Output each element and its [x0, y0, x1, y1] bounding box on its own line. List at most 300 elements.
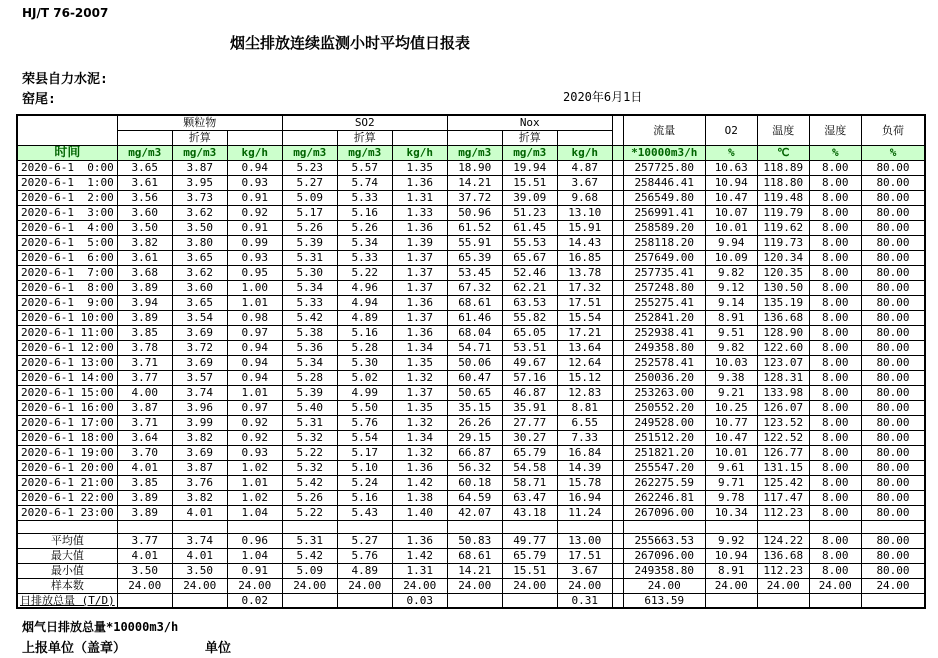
- value-cell: 8.00: [809, 265, 861, 280]
- value-cell: 1.31: [392, 563, 447, 578]
- value-cell: 24.00: [117, 578, 172, 593]
- value-cell: 613.59: [623, 593, 705, 608]
- value-cell: 80.00: [861, 445, 925, 460]
- value-cell: 3.85: [117, 475, 172, 490]
- hourly-data-row: [17, 295, 925, 310]
- value-cell: 5.42: [282, 475, 337, 490]
- value-cell: 250552.20: [623, 400, 705, 415]
- value-cell: 119.79: [757, 205, 809, 220]
- value-cell: 29.15: [447, 430, 502, 445]
- value-cell: 5.39: [282, 385, 337, 400]
- value-cell: 60.47: [447, 370, 502, 385]
- value-cell: [227, 520, 282, 533]
- value-cell: 3.96: [172, 400, 227, 415]
- value-cell: 24.00: [282, 578, 337, 593]
- value-cell: 14.43: [557, 235, 612, 250]
- value-cell: 80.00: [861, 475, 925, 490]
- value-cell: 130.50: [757, 280, 809, 295]
- value-cell: 3.69: [172, 325, 227, 340]
- value-cell: [809, 593, 861, 608]
- value-cell: 136.68: [757, 310, 809, 325]
- header-row-units: [17, 145, 925, 160]
- value-cell: 1.38: [392, 490, 447, 505]
- time-cell: 2020-6-1 11:00: [17, 325, 117, 340]
- value-cell: [117, 593, 172, 608]
- value-cell: 133.98: [757, 385, 809, 400]
- note-unit: 单位: [205, 641, 232, 656]
- value-cell: 80.00: [861, 355, 925, 370]
- value-cell: 5.33: [337, 250, 392, 265]
- value-cell: 80.00: [861, 563, 925, 578]
- value-cell: 58.71: [502, 475, 557, 490]
- value-cell: 9.38: [705, 370, 757, 385]
- value-cell: 255663.53: [623, 533, 705, 548]
- value-cell: 5.57: [337, 160, 392, 175]
- hourly-data-row: [17, 370, 925, 385]
- separator-cell: [612, 445, 623, 460]
- value-cell: 8.00: [809, 310, 861, 325]
- note-flow-total: 烟气日排放总量*10000m3/h: [22, 620, 179, 634]
- value-cell: 3.54: [172, 310, 227, 325]
- value-cell: 3.82: [117, 235, 172, 250]
- value-cell: 5.16: [337, 325, 392, 340]
- value-cell: 24.00: [447, 578, 502, 593]
- value-cell: 3.60: [172, 280, 227, 295]
- value-cell: 68.61: [447, 295, 502, 310]
- value-cell: 3.87: [172, 460, 227, 475]
- separator-cell: [612, 220, 623, 235]
- value-cell: 249358.80: [623, 340, 705, 355]
- value-cell: 54.58: [502, 460, 557, 475]
- value-cell: 122.52: [757, 430, 809, 445]
- value-cell: 0.94: [227, 160, 282, 175]
- value-cell: 5.76: [337, 548, 392, 563]
- value-cell: [117, 520, 172, 533]
- value-cell: 250036.20: [623, 370, 705, 385]
- value-cell: 3.60: [117, 205, 172, 220]
- value-cell: 10.07: [705, 205, 757, 220]
- value-cell: 5.30: [337, 355, 392, 370]
- value-cell: 5.31: [282, 533, 337, 548]
- value-cell: 8.00: [809, 475, 861, 490]
- summary-row: [17, 578, 925, 593]
- value-cell: 123.07: [757, 355, 809, 370]
- value-cell: 80.00: [861, 190, 925, 205]
- value-cell: 1.42: [392, 548, 447, 563]
- value-cell: 24.00: [502, 578, 557, 593]
- hourly-data-row: [17, 400, 925, 415]
- value-cell: 5.31: [282, 250, 337, 265]
- value-cell: 15.51: [502, 563, 557, 578]
- value-cell: 13.64: [557, 340, 612, 355]
- value-cell: 3.78: [117, 340, 172, 355]
- value-cell: 5.31: [282, 415, 337, 430]
- value-cell: 8.00: [809, 160, 861, 175]
- value-cell: 4.01: [117, 548, 172, 563]
- value-cell: 80.00: [861, 250, 925, 265]
- unit-cell: ℃: [757, 145, 809, 160]
- value-cell: 8.00: [809, 370, 861, 385]
- value-cell: 10.01: [705, 220, 757, 235]
- separator-cell: [612, 355, 623, 370]
- hourly-data-row: [17, 190, 925, 205]
- note-report-unit: 上报单位（盖章）: [22, 641, 127, 656]
- unit-cell: %: [705, 145, 757, 160]
- value-cell: 80.00: [861, 460, 925, 475]
- value-cell: 65.79: [502, 445, 557, 460]
- hourly-data-row: [17, 205, 925, 220]
- time-cell: 2020-6-1 0:00: [17, 160, 117, 175]
- time-cell: 2020-6-1 8:00: [17, 280, 117, 295]
- value-cell: 24.00: [337, 578, 392, 593]
- value-cell: 13.00: [557, 533, 612, 548]
- value-cell: 5.33: [337, 190, 392, 205]
- company-name: 荣县自力水泥:: [22, 72, 108, 87]
- value-cell: 267096.00: [623, 505, 705, 520]
- value-cell: 5.34: [282, 355, 337, 370]
- value-cell: 8.00: [809, 250, 861, 265]
- value-cell: 4.00: [117, 385, 172, 400]
- value-cell: 3.72: [172, 340, 227, 355]
- value-cell: 26.26: [447, 415, 502, 430]
- value-cell: 50.83: [447, 533, 502, 548]
- value-cell: 4.94: [337, 295, 392, 310]
- value-cell: 0.94: [227, 355, 282, 370]
- unit-cell: kg/h: [392, 145, 447, 160]
- blank-cell: [392, 130, 447, 145]
- unit-cell: mg/m3: [117, 145, 172, 160]
- value-cell: 5.28: [337, 340, 392, 355]
- value-cell: 0.95: [227, 265, 282, 280]
- summary-row: [17, 563, 925, 578]
- value-cell: 0.91: [227, 563, 282, 578]
- value-cell: 17.51: [557, 295, 612, 310]
- value-cell: 80.00: [861, 325, 925, 340]
- value-cell: 80.00: [861, 533, 925, 548]
- value-cell: 15.54: [557, 310, 612, 325]
- value-cell: 10.01: [705, 445, 757, 460]
- value-cell: 5.16: [337, 490, 392, 505]
- separator-cell: [612, 190, 623, 205]
- hourly-data-row: [17, 340, 925, 355]
- value-cell: [392, 520, 447, 533]
- value-cell: 112.23: [757, 563, 809, 578]
- value-cell: 3.87: [117, 400, 172, 415]
- value-cell: 10.25: [705, 400, 757, 415]
- value-cell: 5.26: [282, 220, 337, 235]
- value-cell: 5.17: [282, 205, 337, 220]
- value-cell: 80.00: [861, 490, 925, 505]
- separator-cell: [612, 505, 623, 520]
- value-cell: 3.61: [117, 250, 172, 265]
- value-cell: 7.33: [557, 430, 612, 445]
- value-cell: 16.84: [557, 445, 612, 460]
- value-cell: 66.87: [447, 445, 502, 460]
- value-cell: 1.37: [392, 280, 447, 295]
- value-cell: 5.10: [337, 460, 392, 475]
- value-cell: 0.92: [227, 415, 282, 430]
- separator-cell: [612, 533, 623, 548]
- hourly-data-row: [17, 250, 925, 265]
- value-cell: 3.57: [172, 370, 227, 385]
- value-cell: 10.63: [705, 160, 757, 175]
- value-cell: 5.17: [337, 445, 392, 460]
- value-cell: 17.21: [557, 325, 612, 340]
- value-cell: 1.33: [392, 205, 447, 220]
- value-cell: 80.00: [861, 548, 925, 563]
- value-cell: 3.50: [117, 220, 172, 235]
- hourly-data-row: [17, 310, 925, 325]
- value-cell: 4.01: [172, 548, 227, 563]
- value-cell: 1.32: [392, 370, 447, 385]
- value-cell: 24.00: [705, 578, 757, 593]
- header-row-groups: [17, 115, 925, 130]
- value-cell: 50.96: [447, 205, 502, 220]
- value-cell: 11.24: [557, 505, 612, 520]
- value-cell: 257725.80: [623, 160, 705, 175]
- value-cell: 10.34: [705, 505, 757, 520]
- value-cell: 8.00: [809, 400, 861, 415]
- value-cell: 3.50: [172, 220, 227, 235]
- unit-cell: mg/m3: [282, 145, 337, 160]
- value-cell: [447, 593, 502, 608]
- value-cell: 5.30: [282, 265, 337, 280]
- value-cell: 57.16: [502, 370, 557, 385]
- value-cell: 9.68: [557, 190, 612, 205]
- value-cell: 24.00: [809, 578, 861, 593]
- value-cell: 5.32: [282, 460, 337, 475]
- time-cell: 2020-6-1 20:00: [17, 460, 117, 475]
- separator-cell: [612, 520, 623, 533]
- daily-total-row: [17, 593, 925, 608]
- value-cell: 10.47: [705, 190, 757, 205]
- value-cell: 8.00: [809, 460, 861, 475]
- separator-cell: [612, 475, 623, 490]
- hourly-data-row: [17, 490, 925, 505]
- value-cell: 9.82: [705, 265, 757, 280]
- blank-cell: [282, 130, 337, 145]
- value-cell: 19.94: [502, 160, 557, 175]
- unit-cell: *10000m3/h: [623, 145, 705, 160]
- time-cell: 2020-6-1 12:00: [17, 340, 117, 355]
- summary-label-cell: 最小值: [17, 563, 117, 578]
- blank-cell: [17, 115, 117, 145]
- value-cell: 3.87: [172, 160, 227, 175]
- time-cell: 2020-6-1 2:00: [17, 190, 117, 205]
- time-cell: 2020-6-1 14:00: [17, 370, 117, 385]
- value-cell: 128.90: [757, 325, 809, 340]
- unit-cell: %: [861, 145, 925, 160]
- value-cell: 5.26: [282, 490, 337, 505]
- time-cell: 2020-6-1 1:00: [17, 175, 117, 190]
- value-cell: 1.00: [227, 280, 282, 295]
- value-cell: 258589.20: [623, 220, 705, 235]
- value-cell: 0.99: [227, 235, 282, 250]
- value-cell: 251821.20: [623, 445, 705, 460]
- value-cell: 65.05: [502, 325, 557, 340]
- value-cell: 17.32: [557, 280, 612, 295]
- value-cell: 1.35: [392, 160, 447, 175]
- value-cell: 5.38: [282, 325, 337, 340]
- value-cell: 3.65: [117, 160, 172, 175]
- value-cell: [757, 520, 809, 533]
- value-cell: 65.79: [502, 548, 557, 563]
- time-cell: 2020-6-1 17:00: [17, 415, 117, 430]
- value-cell: 3.89: [117, 310, 172, 325]
- value-cell: 9.92: [705, 533, 757, 548]
- hourly-data-row: [17, 505, 925, 520]
- time-cell: 2020-6-1 15:00: [17, 385, 117, 400]
- value-cell: 3.76: [172, 475, 227, 490]
- value-cell: 252578.41: [623, 355, 705, 370]
- value-cell: 61.52: [447, 220, 502, 235]
- value-cell: 63.47: [502, 490, 557, 505]
- time-cell: 2020-6-1 3:00: [17, 205, 117, 220]
- value-cell: 8.00: [809, 533, 861, 548]
- report-date: 2020年6月1日: [563, 90, 643, 104]
- hourly-data-row: [17, 445, 925, 460]
- value-cell: 252841.20: [623, 310, 705, 325]
- value-cell: 112.23: [757, 505, 809, 520]
- separator-cell: [612, 385, 623, 400]
- value-cell: 24.00: [623, 578, 705, 593]
- value-cell: 51.23: [502, 205, 557, 220]
- value-cell: 64.59: [447, 490, 502, 505]
- value-cell: 8.91: [705, 563, 757, 578]
- report-table: [16, 114, 926, 609]
- value-cell: 258118.20: [623, 235, 705, 250]
- value-cell: 80.00: [861, 295, 925, 310]
- value-cell: 119.62: [757, 220, 809, 235]
- value-cell: 5.50: [337, 400, 392, 415]
- separator-cell: [612, 250, 623, 265]
- value-cell: 126.07: [757, 400, 809, 415]
- value-cell: 3.69: [172, 445, 227, 460]
- value-cell: 50.65: [447, 385, 502, 400]
- value-cell: 5.16: [337, 205, 392, 220]
- value-cell: 255275.41: [623, 295, 705, 310]
- value-cell: 3.71: [117, 355, 172, 370]
- value-cell: 118.80: [757, 175, 809, 190]
- value-cell: 62.21: [502, 280, 557, 295]
- value-cell: 8.00: [809, 235, 861, 250]
- value-cell: 9.61: [705, 460, 757, 475]
- value-cell: 5.23: [282, 160, 337, 175]
- value-cell: 120.35: [757, 265, 809, 280]
- unit-cell: mg/m3: [502, 145, 557, 160]
- value-cell: 3.50: [117, 563, 172, 578]
- time-cell: 2020-6-1 10:00: [17, 310, 117, 325]
- value-cell: 124.22: [757, 533, 809, 548]
- value-cell: 61.46: [447, 310, 502, 325]
- value-cell: 5.54: [337, 430, 392, 445]
- time-cell: 2020-6-1 23:00: [17, 505, 117, 520]
- value-cell: 3.71: [117, 415, 172, 430]
- hourly-data-row: [17, 220, 925, 235]
- time-cell: 2020-6-1 19:00: [17, 445, 117, 460]
- value-cell: 5.27: [282, 175, 337, 190]
- value-cell: 15.78: [557, 475, 612, 490]
- value-cell: 5.33: [282, 295, 337, 310]
- value-cell: 0.92: [227, 205, 282, 220]
- time-cell: 2020-6-1 16:00: [17, 400, 117, 415]
- group-header-nox: Nox: [447, 115, 612, 130]
- value-cell: [861, 593, 925, 608]
- value-cell: 3.89: [117, 490, 172, 505]
- value-cell: 8.81: [557, 400, 612, 415]
- value-cell: 5.09: [282, 190, 337, 205]
- value-cell: 8.00: [809, 355, 861, 370]
- value-cell: [809, 520, 861, 533]
- separator-cell: [612, 340, 623, 355]
- blank-cell: [117, 130, 172, 145]
- value-cell: 8.00: [809, 205, 861, 220]
- value-cell: 126.77: [757, 445, 809, 460]
- value-cell: 55.82: [502, 310, 557, 325]
- value-cell: 3.99: [172, 415, 227, 430]
- value-cell: 46.87: [502, 385, 557, 400]
- separator-cell: [612, 145, 623, 160]
- value-cell: 35.15: [447, 400, 502, 415]
- value-cell: 4.87: [557, 160, 612, 175]
- value-cell: 80.00: [861, 340, 925, 355]
- value-cell: 5.34: [337, 235, 392, 250]
- value-cell: 267096.00: [623, 548, 705, 563]
- value-cell: 1.37: [392, 265, 447, 280]
- value-cell: 9.71: [705, 475, 757, 490]
- hourly-data-row: [17, 235, 925, 250]
- page-title: 烟尘排放连续监测小时平均值日报表: [229, 34, 470, 52]
- value-cell: 80.00: [861, 160, 925, 175]
- value-cell: 4.01: [172, 505, 227, 520]
- value-cell: 15.51: [502, 175, 557, 190]
- separator-cell: [612, 235, 623, 250]
- doc-standard-code: HJ/T 76-2007: [22, 6, 109, 20]
- value-cell: 6.55: [557, 415, 612, 430]
- value-cell: [337, 520, 392, 533]
- value-cell: 0.97: [227, 325, 282, 340]
- header-humidity: 湿度: [809, 115, 861, 145]
- value-cell: 1.37: [392, 310, 447, 325]
- value-cell: 3.95: [172, 175, 227, 190]
- hourly-data-row: [17, 460, 925, 475]
- value-cell: [172, 520, 227, 533]
- value-cell: 3.74: [172, 385, 227, 400]
- time-cell: 2020-6-1 5:00: [17, 235, 117, 250]
- value-cell: 42.07: [447, 505, 502, 520]
- separator-cell: [612, 175, 623, 190]
- value-cell: 5.42: [282, 310, 337, 325]
- value-cell: 1.04: [227, 548, 282, 563]
- value-cell: 52.46: [502, 265, 557, 280]
- value-cell: [282, 520, 337, 533]
- header-load: 负荷: [861, 115, 925, 145]
- value-cell: 9.78: [705, 490, 757, 505]
- value-cell: 65.67: [502, 250, 557, 265]
- value-cell: 3.89: [117, 280, 172, 295]
- unit-cell: kg/h: [557, 145, 612, 160]
- separator-cell: [612, 400, 623, 415]
- value-cell: 3.85: [117, 325, 172, 340]
- separator-cell: [612, 578, 623, 593]
- value-cell: 10.77: [705, 415, 757, 430]
- time-cell: 2020-6-1 18:00: [17, 430, 117, 445]
- time-cell: 2020-6-1 22:00: [17, 490, 117, 505]
- hourly-data-row: [17, 355, 925, 370]
- value-cell: 67.32: [447, 280, 502, 295]
- value-cell: 252938.41: [623, 325, 705, 340]
- summary-label-cell: 平均值: [17, 533, 117, 548]
